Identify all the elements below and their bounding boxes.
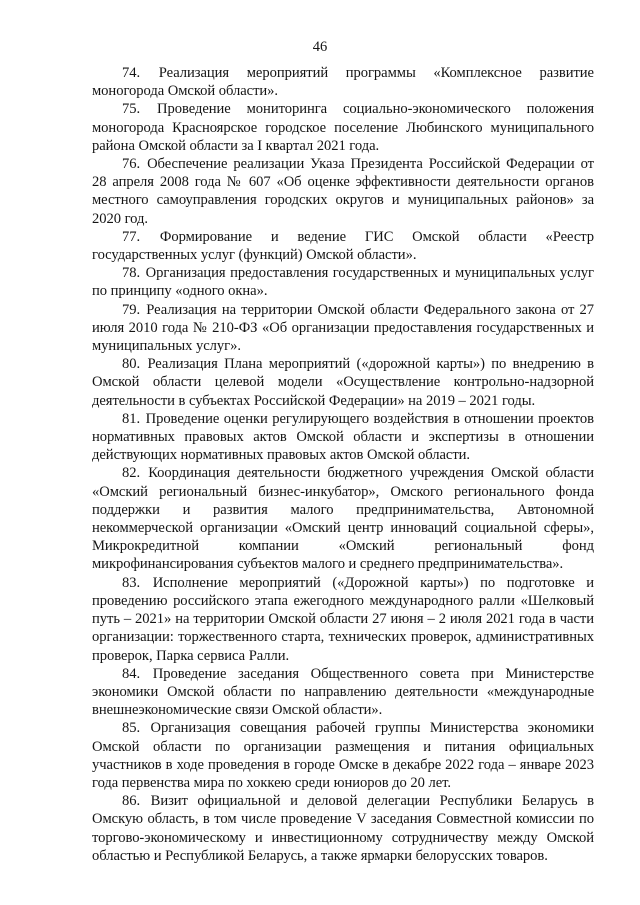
item-number: 80.: [122, 356, 141, 373]
item-text: Координация деятельности бюджетного учреждения Омской области «Омский региональный бизнес-инкубатор», Омского регионального фонда поддержки и развития малого предпринимательства, Автономной некоммерческой организации «Омский центр инноваций социальной сферы», Микрокредитной компании «Омский региональный фонд микрофинансирования субъектов малого и среднего предпринимательства».: [92, 465, 594, 573]
list-item-74: [92, 64, 594, 100]
item-text: Обеспечение реализации Указа Президента Российской Федерации от 28 апреля 2008 года № 607 «Об оценке эффективности деятельности органов местного самоуправления городских округов и муниципальных районов» за 2020 год.: [92, 156, 594, 227]
item-number: 74.: [122, 65, 141, 81]
item-text: Организация предоставления государственных и муниципальных услуг по принципу «одного окна».: [92, 265, 594, 300]
item-number: 85.: [122, 720, 141, 737]
list-item-77: [92, 228, 594, 264]
item-number: 86.: [122, 793, 141, 810]
item-number: 79.: [122, 301, 141, 318]
list-item-78: [92, 264, 594, 300]
list-item-75: [92, 100, 594, 155]
item-number: 83.: [122, 574, 141, 591]
item-text: Проведение заседания Общественного совета при Министерстве экономики Омской области по направлению деятельности «международные внешнеэкономические связи Омской области».: [92, 665, 594, 719]
list-item-84: [92, 665, 594, 720]
list-item-80: [92, 355, 594, 410]
list-item-82: [92, 464, 594, 573]
item-text: Реализация мероприятий программы «Комплексное развитие моногорода Омской области».: [92, 65, 594, 100]
item-number: 76.: [122, 156, 141, 173]
item-text: Визит официальной и деловой делегации Республики Беларусь в Омскую область, в том числе проведение V заседания Совместной комиссии по торгово-экономическому и инвестиционному сотрудничеству между Омской областью и Республикой Беларусь, а также ярмарки белорусских товаров.: [92, 793, 594, 864]
item-text: Формирование и ведение ГИС Омской области «Реестр государственных услуг (функций) Омской области».: [92, 228, 594, 264]
item-number: 77.: [122, 228, 141, 245]
list-item-76: [92, 155, 594, 228]
item-list: [92, 64, 594, 865]
list-item-83: [92, 574, 594, 665]
list-item-79: [92, 301, 594, 356]
item-number: 75.: [122, 101, 141, 118]
item-text: Реализация на территории Омской области Федерального закона от 27 июля 2010 года № 210-ФЗ «Об организации предоставления государственных и муниципальных услуг».: [92, 301, 594, 355]
item-text: Организация совещания рабочей группы Министерства экономики Омской области по организации размещения и питания официальных участников в ходе проведения в городе Омске в декабре 2022 года – январе 2023 года первенства мира по хоккею среди юниоров до 20 лет.: [92, 720, 594, 791]
list-item-85: [92, 719, 594, 792]
page-number: 46: [312, 39, 328, 55]
item-text: Исполнение мероприятий («Дорожной карты») по подготовке и проведению российского этапа ежегодного международного ралли «Шелковый путь – 2021» на территории Омской области 27 июня – 2 июля 2021 года в части организации: торжественного старта, технических проверок, административных проверок, Парка сервиса Ралли.: [92, 574, 594, 664]
list-item-86: [92, 792, 594, 865]
item-number: 78.: [122, 265, 141, 282]
item-number: 81.: [122, 410, 141, 427]
item-number: 84.: [122, 665, 141, 682]
list-item-81: [92, 410, 594, 465]
item-text: Проведение оценки регулирующего воздействия в отношении проектов нормативных правовых актов Омской области и экспертизы в отношении действующих нормативных правовых актов Омской области.: [92, 410, 594, 464]
item-text: Проведение мониторинга социально-экономического положения моногорода Красноярское городское поселение Любинского муниципального района Омской области за I квартал 2021 года.: [92, 101, 594, 154]
item-text: Реализация Плана мероприятий («дорожной карты») по внедрению в Омской области целевой модели «Осуществление контрольно-надзорной деятельности в субъектах Российской Федерации» на 2019 – 2021 годы.: [92, 356, 594, 409]
item-number: 82.: [122, 465, 141, 482]
